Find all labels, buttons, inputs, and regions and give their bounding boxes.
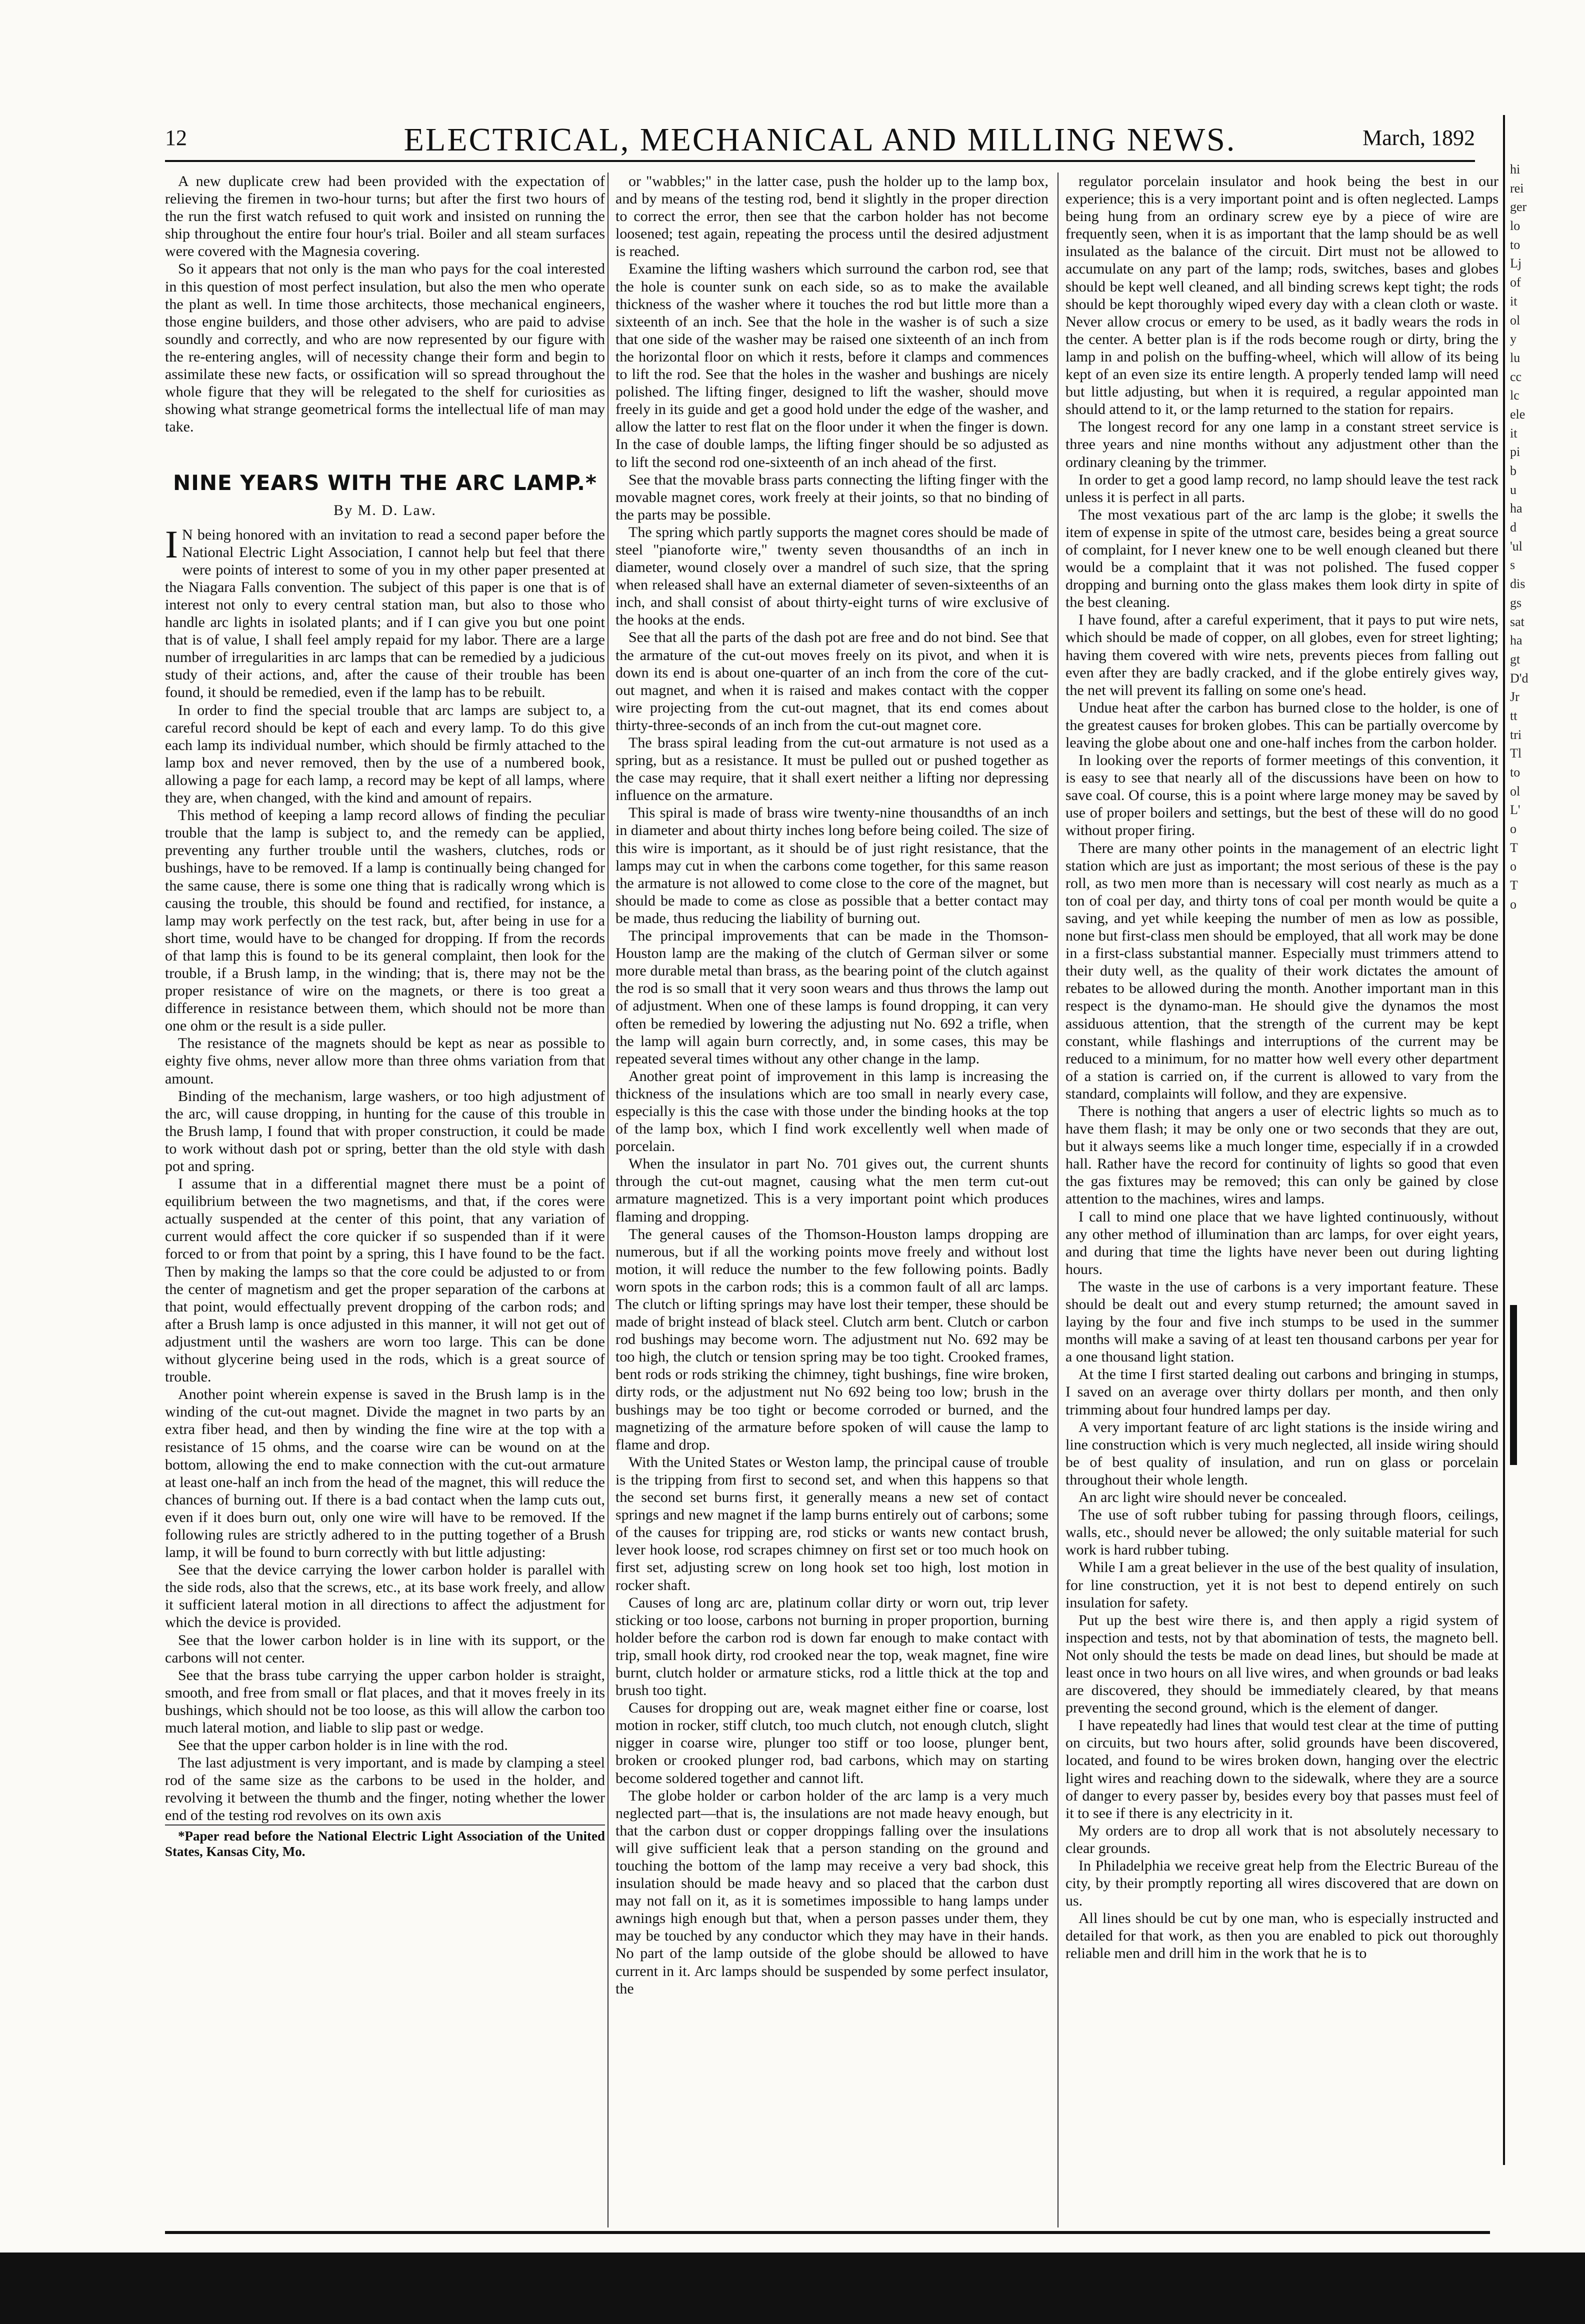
article-body [165, 522, 605, 1824]
first-paragraph-text: N being honored with an invitation to read a second paper before the National Electric Light Association, I cannot help but feel that there were points of interest to some of you in my other paper presented at the Niagara Falls convention. The subject of this paper is one that is of interest not only to every central station man, but also to those who handle arc lights in isolated plants; and if I can give you but one point that is of value, I shall feel amply repaid for my labor. There are a large number of irregularities in arc lamps that can be remedied by a judicious study of their actions, and, after the cause of their trouble has been found, it should be remedied, even if the lamp has to be rebuilt. [165, 526, 605, 701]
edge-fragment: T [1510, 878, 1518, 893]
paragraph: When the insulator in part No. 701 gives out, the current shunts through the cut-out magnet, causing what the men term cut-out armature magnetized. This is a very important point which produces flaming and dropping. [616, 1156, 1048, 1225]
paragraph: With the United States or Weston lamp, the principal cause of trouble is the tripping from first to second set, and when this happens so that the second set burns first, it generally means a new set of contact springs and new magnet if the lamp burns entirely out of carbons; some of the causes for tripping are, rod sticks or wants new contact brush, lever hook loose, rod scrapes chimney on first set or too much hook on first set, adjusting screw on long hook set too high, lost motion in rocker shaft. [616, 1454, 1048, 1594]
edge-fragment: o [1510, 859, 1516, 874]
edge-fragment: it [1510, 294, 1518, 308]
page-number: 12 [165, 126, 187, 150]
edge-fragment: ol [1510, 312, 1520, 328]
paragraph: Undue heat after the carbon has burned close to the holder, is one of the greatest causes for broken globes. This can be partially overcome by leaving the globe about one and one-half inches from the carbon holder. [1066, 699, 1498, 751]
continued-article [165, 172, 605, 436]
paragraph: I have found, after a careful experiment, that it pays to put wire nets, which should be made of copper, on all globes, even for street lighting; having them covered with wire nets, prevents pieces from falling out even after they are badly cracked, and if the globe entirely gives way, the net will prevent its falling on some one's head. [1066, 612, 1498, 698]
paragraph: In order to get a good lamp record, no lamp should leave the test rack unless it is perfect in all parts. [1066, 471, 1498, 506]
paragraph: The general causes of the Thomson-Houston lamps dropping are numerous, but if all the working points move freely and without lost motion, it will reduce the number to the few following points. Badly worn spots in the carbon rods; this is a common fault of all arc lamps. The clutch or lifting springs may have lost their temper, these should be made of bright instead of black steel. Clutch arm bent. Clutch or carbon rod bushings may become worn. The adjustment nut No. 692 may be too high, the clutch or tension spring may be too tight. Crooked frames, bent rods or rods striking the chimney, tight bushings, fine wire broken, dirty rods, or the adjustment nut No 692 being too low; brush in the bushings may be too tight or become corroded or burned, and the magnetizing of the armature before spoken of will cause the lamp to flame and drop. [616, 1226, 1048, 1453]
drop-cap: I [165, 522, 178, 566]
edge-fragment: o [1510, 822, 1516, 836]
edge-fragment: u [1510, 482, 1516, 497]
column-1 [165, 172, 605, 2228]
paragraph: Binding of the mechanism, large washers, or too high adjustment of the arc, will cause dropping, in hunting for the cause of this trouble in the Brush lamp, I found that with proper construction, it could be made to work without dash pot or spring, better than the old style with dash pot and spring. [165, 1088, 605, 1174]
paragraph: In Philadelphia we receive great help from the Electric Bureau of the city, by their promptly reporting all wires discovered that are down on us. [1066, 1858, 1498, 1910]
edge-fragment: ha [1510, 501, 1522, 516]
paragraph: All lines should be cut by one man, who is especially instructed and detailed for that work, as then you are enabled to pick out thoroughly reliable men and drill him in the work that he is to [1066, 1910, 1498, 1962]
paragraph: The longest record for any one lamp in a constant street service is three years and nine months without any adjustment other than the ordinary cleaning by the trimmer. [1066, 418, 1498, 470]
paragraph: I call to mind one place that we have lighted continuously, without any other method of illumination than arc lamps, for over eight years, and during that time the lights have never been out during lighting hours. [1066, 1208, 1498, 1278]
article-byline: By M. D. Law. [334, 502, 436, 518]
paragraph: The waste in the use of carbons is a very important feature. These should be dealt out and every stump returned; the amount saved in laying by the four and five inch stumps to be used in the summer months will make a saving of at least ten thousand carbons per year for a one thousand light station. [1066, 1278, 1498, 1366]
paragraph: or "wabbles;" in the latter case, push the holder up to the lamp box, and by means of the testing rod, bend it slightly in the proper direction to correct the error, then see that the carbon holder has not become loosened; test again, repeating the process until the desired adjustment is reached. [616, 173, 1048, 260]
edge-dark-bar [1510, 1305, 1517, 1465]
paragraph: Causes for dropping out are, weak magnet either fine or coarse, lost motion in rocker, stiff clutch, too much clutch, not enough clutch, slight nigger in coarse wire, plunger too stiff or too loose, plunger bent, broken or crooked plunger rod, bad carbons, which may on starting become soldered together and cannot lift. [616, 1700, 1048, 1786]
edge-fragment: cc [1510, 369, 1522, 384]
paragraph: The resistance of the magnets should be kept as near as possible to eighty five ohms, never allow more than three ohms variation from that amount. [165, 1035, 605, 1087]
paragraph: The principal improvements that can be made in the Thomson-Houston lamp are the making of the clutch of German silver or some more durable metal than brass, as the bearing point of the clutch against the rod is so small that it very soon wears and thus throws the lamp out of adjustment. When one of these lamps is found dropping, it can very often be remedied by lowering the adjusting nut No. 692 a trifle, when the lamp will again burn correctly, and, in some cases, this may be repeated several times without any other change in the lamp. [616, 928, 1048, 1067]
edge-fragment: ha [1510, 633, 1522, 648]
paragraph: An arc light wire should never be concealed. [1078, 1489, 1347, 1506]
footnote: *Paper read before the National Electric Light Association of the United States, Kansas City, Mo. [165, 1824, 605, 1860]
edge-fragment: T [1510, 840, 1518, 855]
paragraph: The last adjustment is very important, and is made by clamping a steel rod of the same size as the carbons to be used in the holder, and revolving it between the thumb and the finger, noting whether the lower end of the testing rod revolves on its own axis [165, 1754, 605, 1824]
edge-fragment: Jr [1510, 690, 1520, 704]
paragraph: The globe holder or carbon holder of the arc lamp is a very much neglected part—that is, the insulations are not made heavy enough, but that the carbon dust or copper droppings falling over the insulations will give sufficient leak that a person standing on the ground and touching the bottom of the lamp may receive a very bad shock, this insulation should be made heavy and so placed that the carbon dust may not fall on it, as it is sometimes impossible to hang lamps under awnings high enough but that, when a person passes under them, they may be touched by any conductor which they may have in their hands. No part of the lamp outside of the globe should be allowed to have current in it. Arc lamps should be suspended by some perfect insulator, the [616, 1787, 1048, 1997]
edge-fragment: d [1510, 520, 1516, 535]
edge-fragment: to [1510, 237, 1520, 252]
edge-fragment: of [1510, 275, 1521, 290]
paragraph: Another point wherein expense is saved in the Brush lamp is in the winding of the cut-out magnet. Divide the magnet in two parts by an extra fiber head, and then by winding the fine wire at the top with a resistance of 15 ohms, and the coarse wire can be wound on at the bottom, allowing the end to make connection with the cut-out armature at least one-half an inch from the head of the magnet, this will reduce the chances of burning out. If there is a bad contact when the lamp cuts out, even if it does burn out, only one wire will have to be removed. If the following rules are strictly adhered to in the putting together of a Brush lamp, it will be found to burn correctly with but little adjusting: [165, 1386, 605, 1561]
edge-fragment: gs [1510, 595, 1522, 610]
paragraph: A very important feature of arc light stations is the inside wiring and line construction which is very much neglected, all inside wiring should be of best quality of insulation, and run on glass or porcelain throughout their whole length. [1066, 1418, 1498, 1488]
bottom-scan-border [0, 2252, 1585, 2324]
edge-fragment: rei [1510, 180, 1524, 196]
edge-fragment: s [1510, 558, 1516, 572]
edge-fragment: lc [1510, 388, 1520, 403]
paragraph: Examine the lifting washers which surround the carbon rod, see that the hole is counter sunk on each side, so as to make the available thickness of the washer where it touches the rod but little more than a sixteenth of an inch. See that the hole in the washer is of such a size that one side of the washer may be raised one sixteenth of an inch from the horizontal floor on which it rests, before it clamps and commences to lift the rod. See that the holes in the washer and bushings are nicely polished. The lifting finger, designed to lift the washer, should move freely in its guide and get a good hold under the edge of the washer, and allow the latter to rest flat on the floor under it when the finger is down. In the case of double lamps, the lifting finger should be so adjusted as to lift the second rod one-sixteenth of an inch ahead of the first. [616, 260, 1048, 470]
issue-date: March, 1892 [1362, 126, 1475, 150]
paragraph: See that the device carrying the lower carbon holder is parallel with the side rods, also that the screws, etc., at its base work freely, and allow it sufficient lateral motion in all directions to affect the adjustment for which the device is provided. [165, 1562, 605, 1631]
paragraph: regulator porcelain insulator and hook being the best in our experience; this is a very important point and is often neglected. Lamps being hung from an ordinary screw eye by a piece of wire are frequently seen, when it is as important that the lamp should be as well insulated as the balance of the circuit. Dirt must not be allowed to accumulate on any part of the lamp; rods, switches, bases and globes should be kept well cleaned, and all binding screws kept tight; the rods should be kept thoroughly wiped every day with a clean cloth or waste. Never allow crocus or emery to be used, as it badly wears the rods in the center. A better plan is if the rods become rough or dirty, bring the lamp in and polish on the buffing-wheel, which will allow of its being kept of an even size its entire length. A properly tended lamp will need but little adjusting, but when it is required, a regular appointed man should attend to it, or the lamp returned to the station for repairs. [1066, 173, 1498, 418]
edge-fragment: Tl [1510, 746, 1522, 761]
paragraph: I have repeatedly had lines that would test clear at the time of putting on circuits, but two hours after, solid grounds have been discovered, located, and found to be wires broken down, hanging over the electric light wires and reaching down to the sidewalk, where they are a source of danger to every passer by, besides every boy that passes must feel of it to see if there is any electricity in it. [1066, 1717, 1498, 1822]
paragraph: A new duplicate crew had been provided with the expectation of relieving the firemen in two-hour turns; but after the first two hours of the run the first watch refused to quit work and insisted on running the ship throughout the entire four hour's trial. Boiler and all steam surfaces were covered with the Magnesia covering. [165, 173, 605, 260]
edge-fragment: pi [1510, 444, 1520, 460]
paragraph: The brass spiral leading from the cut-out armature is not used as a spring, but as a resistance. It must be pulled out or pushed together as the case may require, that it shall exert neither a lifting nor depressing influence on the armature. [616, 734, 1048, 804]
paragraph: In order to find the special trouble that arc lamps are subject to, a careful record should be kept of each and every lamp. To do this give each lamp its individual number, which should be firmly attached to the lamp box and never removed, then by the use of a numbered book, allowing a page for each lamp, a record may be kept of all lamps, where they are, when changed, with the kind and amount of repairs. [165, 702, 605, 806]
paragraph: This spiral is made of brass wire twenty-nine thousandths of an inch in diameter and about thirty inches long before being coiled. The size of this wire is important, as it should be of just right resistance, that the lamps may cut in when the carbons come together, for this same reason the armature is not allowed to come close to the core of the magnet, but should be made to come as close as possible that a better contact may be made, thus reducing the liability of burning out. [616, 804, 1048, 926]
edge-fragment: b [1510, 464, 1516, 478]
edge-fragment: o [1510, 896, 1516, 912]
edge-fragment: dis [1510, 576, 1526, 592]
paragraph: My orders are to drop all work that is not absolutely necessary to clear grounds. [1066, 1822, 1498, 1856]
edge-fragment: sat [1510, 614, 1524, 629]
edge-text-fragments [1510, 160, 1580, 914]
paragraph: See that all the parts of the dash pot are free and do not bind. See that the armature of the cut-out moves freely on its pivot, and when it is down its end is about one-quarter of an inch from the core of the cut-out magnet, and when it is raised and makes contact with the copper wire projecting from the cut-out magnet, that its end comes about thirty-three-seconds of an inch from the cut-out magnet core. [616, 629, 1048, 734]
article-title: NINE YEARS WITH THE ARC LAMP.* [173, 470, 597, 496]
page-header [165, 115, 1475, 162]
edge-fragment: gt [1510, 652, 1520, 666]
edge-fragment: 'ul [1510, 538, 1522, 554]
edge-fragment: Lj [1510, 256, 1522, 271]
edge-fragment: it [1510, 426, 1518, 440]
paragraph: Causes of long arc are, platinum collar dirty or worn out, trip lever sticking or too loose, carbons not burning in proper proportion, burning holder before the carbon rod is down far enough to make contact with trip, small hook dirty, rod crooked near the top, weak magnet, fine wire burnt, clutch holder or armature sticks, rod a little thick at the top and brush too tight. [616, 1594, 1048, 1699]
paragraph: See that the movable brass parts connecting the lifting finger with the movable magnet cores, work freely at their joints, so that no binding of the parts may be possible. [616, 471, 1048, 523]
column-3 [1058, 172, 1498, 2228]
masthead-title: ELECTRICAL, MECHANICAL AND MILLING NEWS. [404, 122, 1236, 158]
edge-fragment: hi [1510, 162, 1520, 176]
paragraph: The most vexatious part of the arc lamp is the globe; it swells the item of expense in spite of the utmost care, besides being a great source of complaint, for I never knew one to be well enough cleaned but there would be a complaint that it was not polished. The fused copper dropping and burning onto the glass makes them look dirty in spite of the best cleaning. [1066, 506, 1498, 611]
paragraph: I assume that in a differential magnet there must be a point of equilibrium between the two magnetisms, and that, if the cores were actually suspended at the center of this point, that any variation of current would affect the core quicker if so suspended than if it were forced to or from that point by a spring, this I have found to be the fact. Then by making the lamps so that the core could be adjusted to or from the center of magnetism and get the proper separation of the carbons at that point, would effectually prevent dropping of the carbon rods; and after a Brush lamp is once adjusted in this manner, it will not get out of adjustment until the washers are worn too large. This can be done without glycerine being used in the rods, which is a great source of trouble. [165, 1176, 605, 1386]
adjacent-page-edge [1500, 115, 1585, 2324]
paragraph: Another great point of improvement in this lamp is increasing the thickness of the insulations which are too small in nearly every case, especially is this the case with those under the binding hooks at the top of the lamp box, which I find work excellently well when made of porcelain. [616, 1068, 1048, 1155]
bottom-rule [165, 2231, 1490, 2234]
column-2 [608, 172, 1048, 2228]
edge-fragment: ger [1510, 200, 1527, 214]
paragraph: See that the lower carbon holder is in line with its support, or the carbons will not center. [165, 1632, 605, 1666]
edge-fragment: y [1510, 332, 1516, 346]
edge-fragment: lu [1510, 350, 1520, 365]
paragraph: While I am a great believer in the use of the best quality of insulation, for line construction, yet it is not best to depend entirely on such insulation for safety. [1066, 1559, 1498, 1611]
paragraph: There are many other points in the management of an electric light station which are just as important; the most serious of these is the pay roll, as two men more than is necessary will cost nearly as much as a ton of coal per day, and thirty tons of coal per month would be quite a saving, and yet while keeping the number of men as low as possible, none but first-class men should be employed, that all work may be done in a first-class substantial manner. Especially must trimmers attend to their duty well, as the quality of their work dictates the amount of rebates to be allowed during the month. Another important man in this respect is the dynamo-man. He should give the dynamos the most assiduous attention, that the strength of the current may be kept constant, while flashings and interruptions of the current may be reduced to a minimum, for no matter how well every other department of a station is carried on, if the current is allowed to vary from the standard, complaints will follow, and they are expensive. [1066, 840, 1498, 1102]
paragraph: The use of soft rubber tubing for passing through floors, ceilings, walls, etc., should never be allowed; the only suitable material for such work is hard rubber tubing. [1066, 1506, 1498, 1558]
paragraph: So it appears that not only is the man who pays for the coal interested in this question of most perfect insulation, but also the men who operate the plant as well. In time those architects, those mechanical engineers, those engine builders, and those other advisers, who are paid to advise soundly and correctly, and who are now represented by our figure with the re-entering angles, will of necessity change their form and begin to assimilate these new facts, or ossification will so spread throughout the whole figure that they will be relegated to the shelf for curiosities as showing what strange geometrical forms the intellectual life of man may take. [165, 260, 605, 436]
paragraph: See that the brass tube carrying the upper carbon holder is straight, smooth, and free from small or flat places, and that it moves freely in its bushings, which should not be too loose, as this will allow the carbon too much lateral motion, and liable to slip past or wedge. [165, 1666, 605, 1736]
edge-column-rule [1503, 115, 1505, 2165]
edge-fragment: ol [1510, 784, 1520, 798]
edge-fragment: D'd [1510, 670, 1528, 686]
paragraph: In looking over the reports of former meetings of this convention, it is easy to see that nearly all of the discussions have been on how to save coal. Of course, this is a point where large money may be saved by use of proper boilers and settings, but the best of these will do no good without proper firing. [1066, 752, 1498, 839]
paragraph: There is nothing that angers a user of electric lights so much as to have them flash; it may be only one or two seconds that they are out, but it always seems like a much longer time, especially if in a crowded hall. Rather have the record for continuity of lights so good that even the gas fixtures may be removed; this can only be gained by close attention to the machines, wires and lamps. [1066, 1102, 1498, 1208]
paragraph: At the time I first started dealing out carbons and bringing in stumps, I saved on an average over thirty dollars per month, and then only trimming about four hundred lamps per day. [1066, 1366, 1498, 1418]
paragraph: This method of keeping a lamp record allows of finding the peculiar trouble that the lamp is subject to, and the remedy can be applied, preventing any further trouble until the washers, clutches, rods or bushings, have to be removed. If a lamp is continually being changed for the same cause, there is some one thing that is radically wrong which is causing the trouble, this should be found and rectified, for instance, a lamp may work perfectly on the test rack, but, after being in use for a short time, would have to be changed for dropping. If from the records of that lamp this is found to be its general complaint, then look for the trouble, if a Brush lamp, in the winding; that is, there may not be the proper resistance of wire on the magnets, or there is too great a difference in resistance between them, which should not be more than one ohm or the result is a side puller. [165, 807, 605, 1034]
edge-fragment: tri [1510, 727, 1522, 742]
edge-fragment: to [1510, 765, 1520, 780]
edge-fragment: lo [1510, 218, 1520, 234]
edge-fragment: L' [1510, 802, 1520, 818]
article-first-paragraph [165, 522, 605, 702]
paragraph: Put up the best wire there is, and then apply a rigid system of inspection and tests, not by that abomination of tests, the magneto bell. Not only should the tests be made on dead lines, but should be made at least once in two hours on all live wires, and when grounds or bad leaks are discovered, they should be immediately cleared, by that means preventing the second ground, which is the element of danger. [1066, 1612, 1498, 1716]
edge-fragment: tt [1510, 708, 1518, 723]
edge-fragment: ele [1510, 406, 1526, 422]
paragraph: The spring which partly supports the magnet cores should be made of steel "pianoforte wire," twenty seven thousandths of an inch in diameter, wound closely over a mandrel of such size, that the spring when released shall have an external diameter of seven-sixteenths of an inch, and shall consist of about thirty-eight turns of wire exclusive of the hooks at the ends. [616, 524, 1048, 628]
paragraph: See that the upper carbon holder is in line with the rod. [178, 1737, 508, 1754]
